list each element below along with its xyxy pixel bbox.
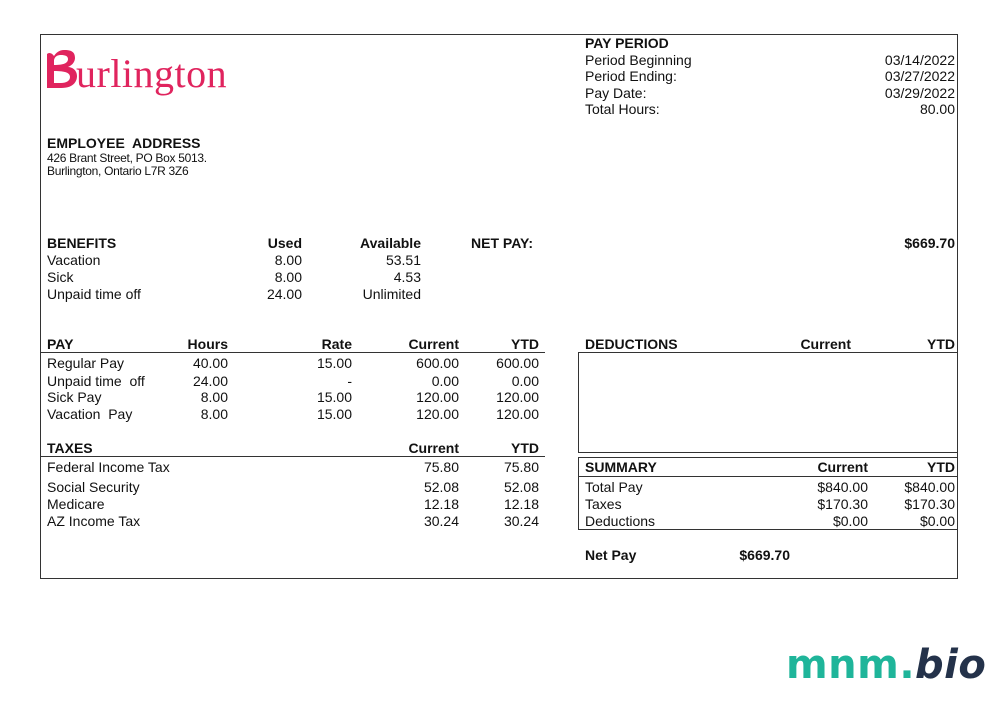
deductions-title: DEDUCTIONS <box>585 336 678 352</box>
deductions-header-divider <box>578 352 958 353</box>
pay-row-current: 0.00 <box>431 373 459 389</box>
pay-row-current: 120.00 <box>416 389 459 405</box>
pay-row-rate: 15.00 <box>316 406 352 422</box>
total-hours-label: Total Hours: <box>585 101 660 117</box>
employee-address-line1: 426 Brant Street, PO Box 5013. <box>47 151 207 165</box>
tax-row-ytd: 52.08 <box>503 479 539 495</box>
net-pay-label: NET PAY: <box>471 235 533 251</box>
summary-row-name: Taxes <box>585 496 622 512</box>
employee-address-title: EMPLOYEE ADDRESS <box>47 135 201 151</box>
pay-row-hours: 8.00 <box>200 406 228 422</box>
benefit-available: Unlimited <box>362 286 421 302</box>
pay-row-rate: 15.00 <box>316 355 352 371</box>
deductions-ytd-header: YTD <box>927 336 955 352</box>
summary-left-border <box>578 457 579 529</box>
pay-row-current: 600.00 <box>416 355 459 371</box>
pay-period-title: PAY PERIOD <box>585 35 669 51</box>
employee-address-line2: Burlington, Ontario L7R 3Z6 <box>47 164 189 178</box>
summary-row-ytd: $170.30 <box>904 496 955 512</box>
summary-row-ytd: $0.00 <box>919 513 955 529</box>
benefit-used: 24.00 <box>266 286 302 302</box>
benefits-title: BENEFITS <box>47 235 117 251</box>
benefit-name: Unpaid time off <box>47 286 141 302</box>
tax-row-ytd: 75.80 <box>503 459 539 475</box>
period-ending-value: 03/27/2022 <box>884 68 955 84</box>
pay-hours-header: Hours <box>187 336 228 352</box>
benefit-used: 8.00 <box>274 252 302 268</box>
pay-row-name: Regular Pay <box>47 355 125 371</box>
benefit-used: 8.00 <box>274 269 302 285</box>
pay-row-name: Sick Pay <box>47 389 102 405</box>
pay-rate-header: Rate <box>321 336 352 352</box>
summary-row-name: Total Pay <box>585 479 643 495</box>
net-pay-bottom-label: Net Pay <box>585 547 637 563</box>
total-hours-value: 80.00 <box>919 101 955 117</box>
benefit-available: 4.53 <box>393 269 421 285</box>
summary-title: SUMMARY <box>585 459 657 475</box>
taxes-header-divider <box>41 456 545 457</box>
pay-ytd-header: YTD <box>511 336 539 352</box>
tax-row-name: Social Security <box>47 479 140 495</box>
tax-row-name: AZ Income Tax <box>47 513 141 529</box>
period-ending-label: Period Ending: <box>585 68 677 84</box>
summary-bottom-border <box>578 529 958 530</box>
logo-text: urlington <box>76 51 228 96</box>
taxes-title: TAXES <box>47 440 93 456</box>
tax-row-ytd: 12.18 <box>503 496 539 512</box>
pay-row-hours: 24.00 <box>192 373 228 389</box>
pay-row-name: Unpaid time off <box>47 373 145 389</box>
pay-current-header: Current <box>408 336 459 352</box>
deductions-current-header: Current <box>800 336 851 352</box>
pay-row-ytd: 0.00 <box>511 373 539 389</box>
summary-row-current: $840.00 <box>817 479 868 495</box>
summary-ytd-header: YTD <box>927 459 955 475</box>
summary-current-header: Current <box>817 459 868 475</box>
pay-date-label: Pay Date: <box>585 85 647 101</box>
pay-row-ytd: 120.00 <box>496 406 539 422</box>
summary-row-ytd: $840.00 <box>904 479 955 495</box>
pay-row-rate: 15.00 <box>316 389 352 405</box>
taxes-current-header: Current <box>408 440 459 456</box>
tax-row-current: 52.08 <box>423 479 459 495</box>
benefit-available: 53.51 <box>385 252 421 268</box>
pay-row-ytd: 600.00 <box>496 355 539 371</box>
benefit-name: Vacation <box>47 252 101 268</box>
tax-row-name: Federal Income Tax <box>47 459 170 475</box>
benefits-used-header: Used <box>267 235 302 251</box>
pay-row-hours: 8.00 <box>200 389 228 405</box>
period-beginning-value: 03/14/2022 <box>884 52 955 68</box>
summary-row-current: $170.30 <box>817 496 868 512</box>
net-pay-bottom-value: $669.70 <box>739 547 790 563</box>
benefits-available-header: Available <box>360 235 421 251</box>
summary-row-current: $0.00 <box>832 513 868 529</box>
benefit-name: Sick <box>47 269 74 285</box>
taxes-ytd-header: YTD <box>511 440 539 456</box>
summary-row-name: Deductions <box>585 513 656 529</box>
tax-row-current: 30.24 <box>423 513 459 529</box>
pay-row-rate: - <box>347 373 352 389</box>
burlington-logo <box>44 46 227 102</box>
pay-row-name: Vacation Pay <box>47 406 133 422</box>
summary-header-divider <box>578 476 958 477</box>
period-beginning-label: Period Beginning <box>585 52 692 68</box>
pay-row-ytd: 120.00 <box>496 389 539 405</box>
pay-date-value: 03/29/2022 <box>884 85 955 101</box>
pay-row-hours: 40.00 <box>192 355 228 371</box>
tax-row-name: Medicare <box>47 496 105 512</box>
heart-b-logo-icon <box>44 46 78 102</box>
pay-title: PAY <box>47 336 74 352</box>
deductions-bottom-border <box>578 452 958 453</box>
summary-top-border <box>578 457 958 458</box>
deductions-left-border <box>578 352 579 452</box>
pay-header-divider <box>41 352 545 353</box>
tax-row-ytd: 30.24 <box>503 513 539 529</box>
net-pay-value: $669.70 <box>904 235 955 251</box>
watermark-part2: bio <box>915 642 987 688</box>
tax-row-current: 75.80 <box>423 459 459 475</box>
watermark-logo <box>786 640 986 690</box>
tax-row-current: 12.18 <box>423 496 459 512</box>
pay-row-current: 120.00 <box>416 406 459 422</box>
watermark-part1: mnm. <box>786 642 916 688</box>
